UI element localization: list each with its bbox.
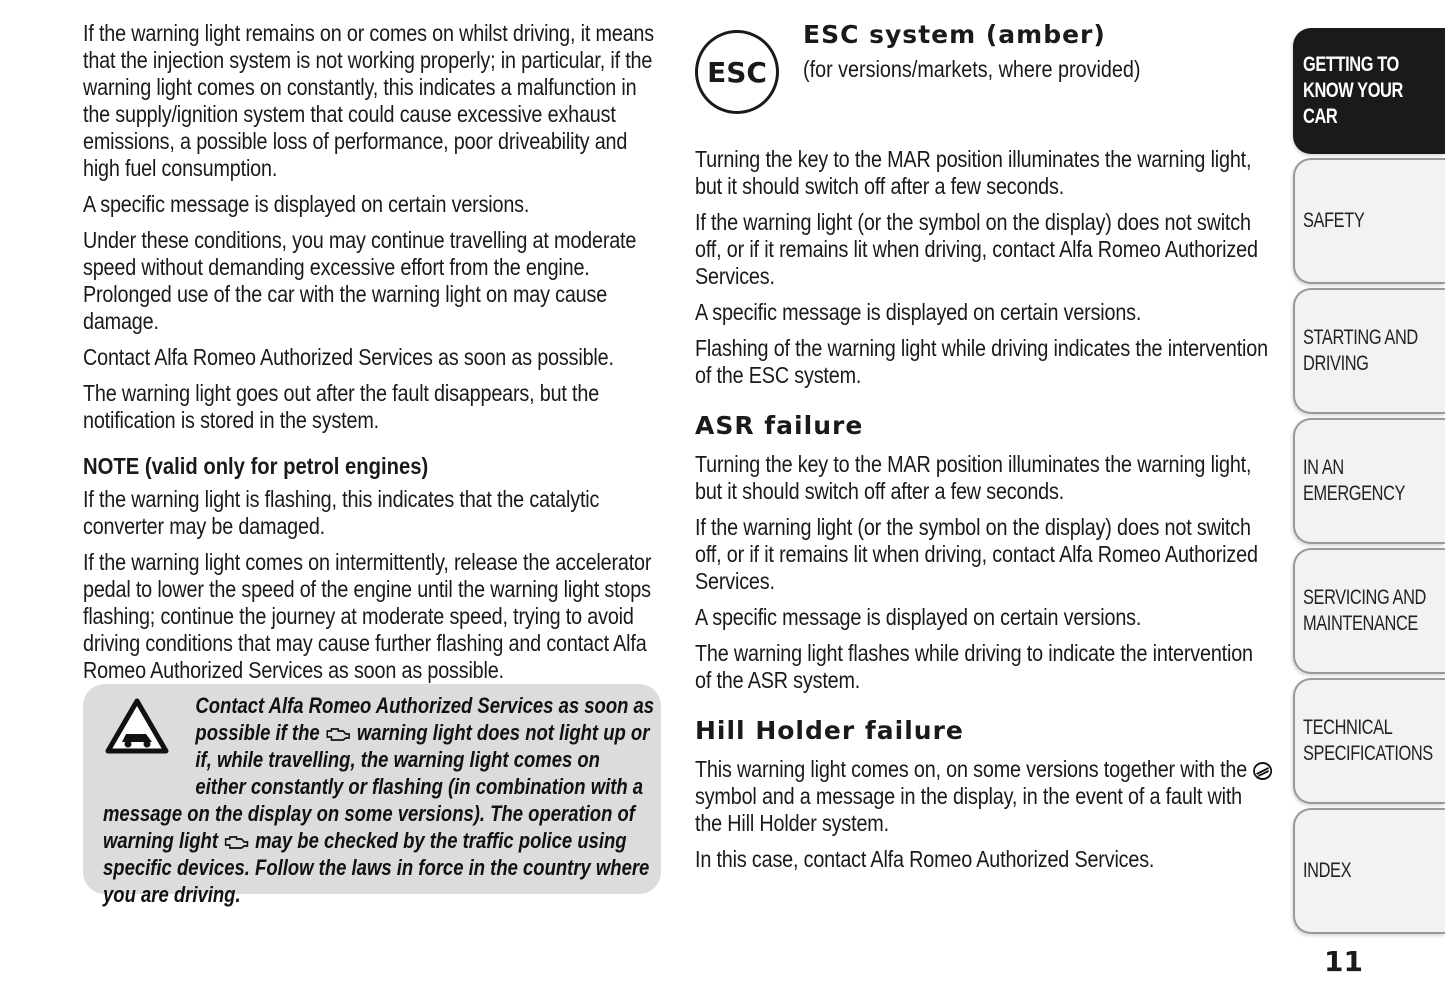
- right-column: [695, 20, 1275, 882]
- left-column: [83, 20, 661, 693]
- warning-text-part1: Contact Alfa Romeo Authorized Services as soon as possible if the: [195, 693, 655, 745]
- tab-starting-and-driving[interactable]: STARTING AND DRIVING: [1293, 288, 1445, 414]
- page-number: 11: [1324, 945, 1363, 978]
- tab-technical-specifications[interactable]: TECHNICAL SPECIFICATIONS: [1293, 678, 1445, 804]
- paragraph: The warning light flashes while driving to indicate the intervention of the ASR system.: [695, 640, 1253, 693]
- paragraph: If the warning light comes on intermittently, release the accelerator pedal to lower the speed of the engine until the warning light stops flashing; continue the journey at moderate speed, trying to avoid driving conditions that may cause further flashing and contact Alfa Romeo Authorized Services as soon as possible.: [83, 549, 652, 683]
- paragraph: If the warning light (or the symbol on the display) does not switch off, or if it remains lit when driving, contact Alfa Romeo Authorized Services.: [695, 514, 1258, 594]
- chapter-tabs: [1293, 28, 1445, 938]
- warning-box: [83, 684, 661, 907]
- paragraph: A specific message is displayed on certain versions.: [695, 299, 1142, 325]
- paragraph: A specific message is displayed on certain versions.: [83, 191, 530, 217]
- hill-holder-heading: Hill Holder failure: [695, 716, 964, 745]
- warning-text-part2: warning light does not light up or if, while travelling, the warning light comes on either constantly or flashing (in combination with a message on the display on some versions). The operation of warning light: [103, 720, 650, 853]
- warning-text-part3: may be checked by the traffic police using specific devices. Follow the laws in force in the country where you are driving.: [103, 828, 650, 907]
- paragraph: The warning light goes out after the fault disappears, but the notification is stored in the system.: [83, 380, 600, 433]
- tab-index[interactable]: INDEX: [1293, 808, 1445, 934]
- esc-badge-label: ESC: [707, 55, 767, 89]
- esc-subtitle: (for versions/markets, where provided): [803, 56, 1141, 82]
- paragraph: Turning the key to the MAR position illuminates the warning light, but it should switch off after a few seconds.: [695, 451, 1252, 504]
- esc-icon: [695, 30, 779, 114]
- tab-getting-to-know-your-car[interactable]: GETTING TO KNOW YOUR CAR: [1293, 28, 1445, 154]
- hill-holder-text-after: symbol and a message in the display, in the event of a fault with the Hill Holder system.: [695, 783, 1243, 836]
- hill-holder-icon: [1252, 761, 1273, 781]
- paragraph: Contact Alfa Romeo Authorized Services as soon as possible.: [83, 344, 614, 370]
- paragraph: Turning the key to the MAR position illuminates the warning light, but it should switch off after a few seconds.: [695, 146, 1252, 199]
- paragraph: In this case, contact Alfa Romeo Authorized Services.: [695, 846, 1155, 872]
- tab-safety[interactable]: SAFETY: [1293, 158, 1445, 284]
- paragraph: If the warning light (or the symbol on the display) does not switch off, or if it remains lit when driving, contact Alfa Romeo Authorized Services.: [695, 209, 1258, 289]
- note-heading: NOTE (valid only for petrol engines): [83, 453, 429, 479]
- esc-title: ESC system (amber): [803, 20, 1106, 49]
- warning-text: [103, 692, 655, 908]
- engine-check-icon: [325, 726, 352, 742]
- paragraph: [695, 756, 1274, 837]
- paragraph: Under these conditions, you may continue travelling at moderate speed without demanding excessive effort from the engine. Prolonged use of the car with the warning light on may cause damage.: [83, 227, 637, 334]
- tab-in-an-emergency[interactable]: IN AN EMERGENCY: [1293, 418, 1445, 544]
- asr-heading: ASR failure: [695, 411, 864, 440]
- esc-header: [695, 20, 1275, 128]
- paragraph: Flashing of the warning light while driving indicates the intervention of the ESC system.: [695, 335, 1268, 388]
- hill-holder-text-before: This warning light comes on, on some versions together with the: [695, 756, 1248, 782]
- paragraph: A specific message is displayed on certain versions.: [695, 604, 1142, 630]
- engine-check-icon: [223, 834, 250, 850]
- tab-servicing-and-maintenance[interactable]: SERVICING AND MAINTENANCE: [1293, 548, 1445, 674]
- paragraph: If the warning light is flashing, this indicates that the catalytic converter may be damaged.: [83, 486, 600, 539]
- paragraph: If the warning light remains on or comes on whilst driving, it means that the injection system is not working properly; in particular, if the warning light comes on constantly, this indicates a malfunction in the supply/ignition system that could cause excessive exhaust emissions, a possible loss of performance, poor driveability and high fuel consumption.: [83, 20, 654, 181]
